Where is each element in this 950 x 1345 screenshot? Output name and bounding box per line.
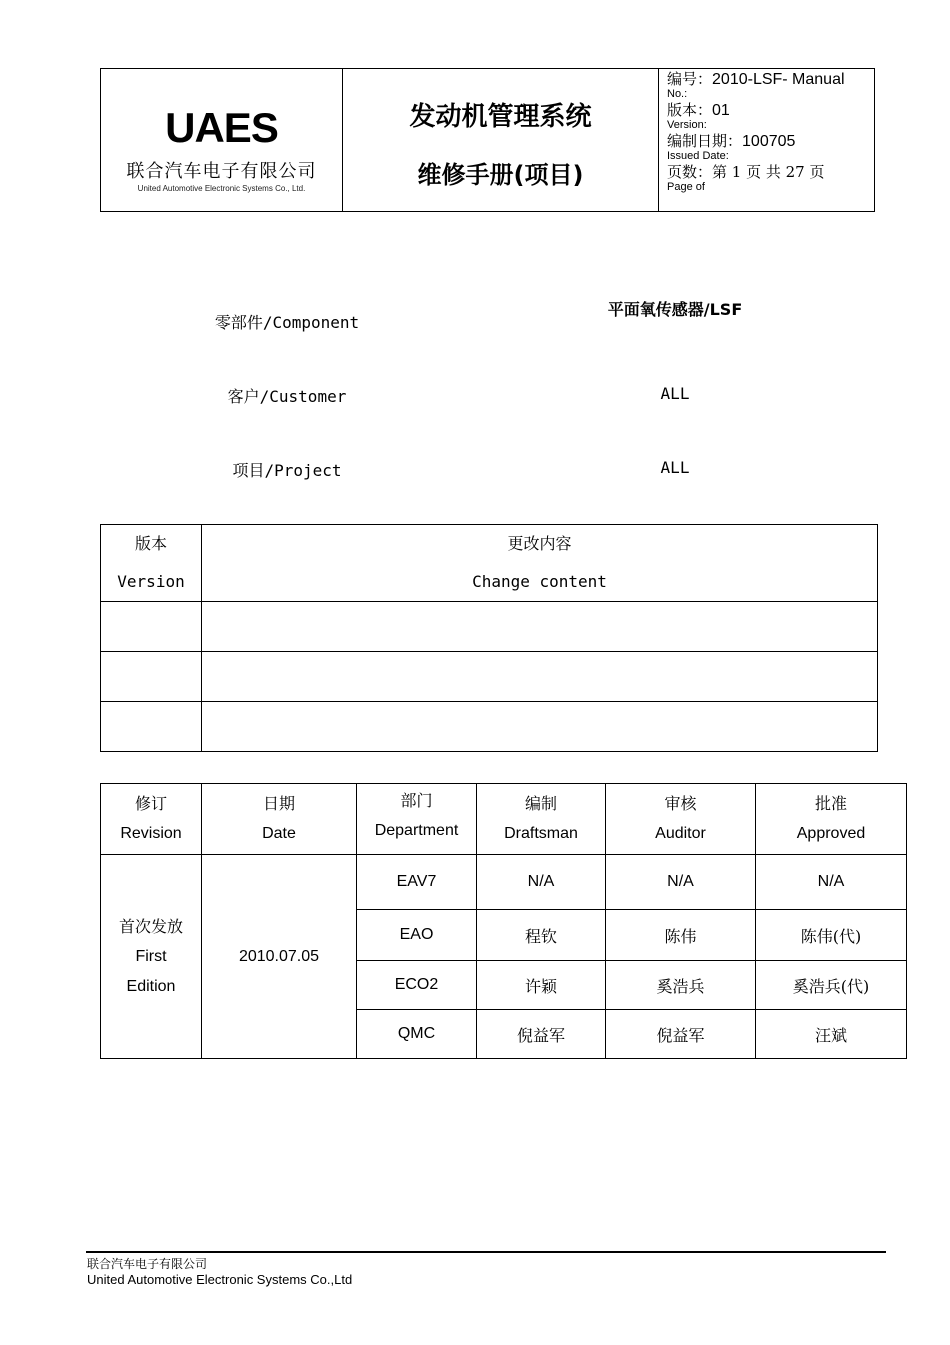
revision-date: 2010.07.05 (202, 855, 357, 1059)
logo-cell (101, 69, 343, 212)
change-header-en: Change content (472, 572, 607, 591)
draftsman-cell: 程钦 (477, 910, 606, 961)
revision-en-first: First (135, 947, 167, 965)
date-header: 日期 Date (202, 784, 357, 855)
approved-header: 批准 Approved (756, 784, 907, 855)
company-name-cn: 联合汽车电子有限公司 (126, 161, 317, 182)
version-row (101, 702, 878, 752)
doc-number-value: 2010-LSF- Manual (712, 71, 845, 88)
footer-company-en: United Automotive Electronic Systems Co.,Ltd (87, 1272, 353, 1287)
doc-number-label: 编号： (667, 70, 713, 88)
version-label-en: Version: (667, 119, 707, 131)
project-label: 项目/Project (232, 461, 342, 480)
version-table-header (101, 525, 878, 602)
component-value: 平面氧传感器/LSF (607, 300, 743, 319)
change-header-cell (202, 525, 878, 602)
version-row (101, 602, 878, 652)
auditor-header: 审核 Auditor (606, 784, 756, 855)
version-value: 01 (712, 102, 730, 119)
company-name-en: United Automotive Electronic Systems Co., Ltd. (137, 184, 306, 193)
department-cell: EAV7 (357, 855, 477, 910)
document-title: 发动机管理系统 (409, 102, 592, 132)
department-cell: ECO2 (357, 961, 477, 1010)
revision-cell (101, 855, 202, 1059)
department-cell: EAO (357, 910, 477, 961)
auditor-cell: 倪益军 (606, 1010, 756, 1059)
document-subtitle: 维修手册(项目) (417, 161, 584, 189)
customer-value: ALL (660, 384, 690, 403)
page-label-en: Page of (667, 181, 705, 193)
draftsman-cell: N/A (477, 855, 606, 910)
project-value: ALL (660, 458, 690, 477)
department-cell: QMC (357, 1010, 477, 1059)
auditor-cell: N/A (606, 855, 756, 910)
approved-cell: 陈伟(代) (756, 910, 907, 961)
page-count: 页数：第 1 页 共 27 页 (667, 163, 825, 181)
change-header-cn: 更改内容 (507, 534, 572, 553)
revision-cn: 首次发放 (118, 916, 183, 936)
approved-cell: 汪斌 (756, 1010, 907, 1059)
issued-date-label: 编制日期： (667, 132, 743, 150)
draftsman-header: 编制 Draftsman (477, 784, 606, 855)
draftsman-cell: 许颖 (477, 961, 606, 1010)
version-header-cell (101, 525, 202, 602)
revision-table (100, 783, 907, 1059)
table-row (101, 855, 907, 910)
approved-cell: N/A (756, 855, 907, 910)
document-header (100, 68, 875, 212)
revision-en-edition: Edition (126, 977, 176, 995)
auditor-cell: 奚浩兵 (606, 961, 756, 1010)
revision-table-header (101, 784, 907, 855)
doc-info-cell (659, 69, 875, 212)
approved-cell: 奚浩兵(代) (756, 961, 907, 1010)
version-header-cn: 版本 (134, 534, 167, 553)
version-row (101, 652, 878, 702)
title-cell (343, 69, 659, 212)
draftsman-cell: 倪益军 (477, 1010, 606, 1059)
issued-date-value: 100705 (742, 133, 796, 150)
footer-divider (86, 1251, 886, 1253)
component-label: 零部件/Component (214, 313, 360, 332)
customer-label: 客户/Customer (227, 387, 347, 406)
department-header: 部门 Department (357, 784, 477, 855)
version-header-en: Version (117, 572, 185, 591)
doc-number-label-en: No.: (667, 88, 688, 100)
revision-header: 修订 Revision (101, 784, 202, 855)
version-table (100, 524, 878, 752)
footer-company-cn: 联合汽车电子有限公司 (87, 1257, 208, 1271)
issued-date-label-en: Issued Date: (667, 150, 729, 162)
auditor-cell: 陈伟 (606, 910, 756, 961)
version-label: 版本： (667, 101, 713, 119)
company-logo: UAES (165, 104, 278, 151)
